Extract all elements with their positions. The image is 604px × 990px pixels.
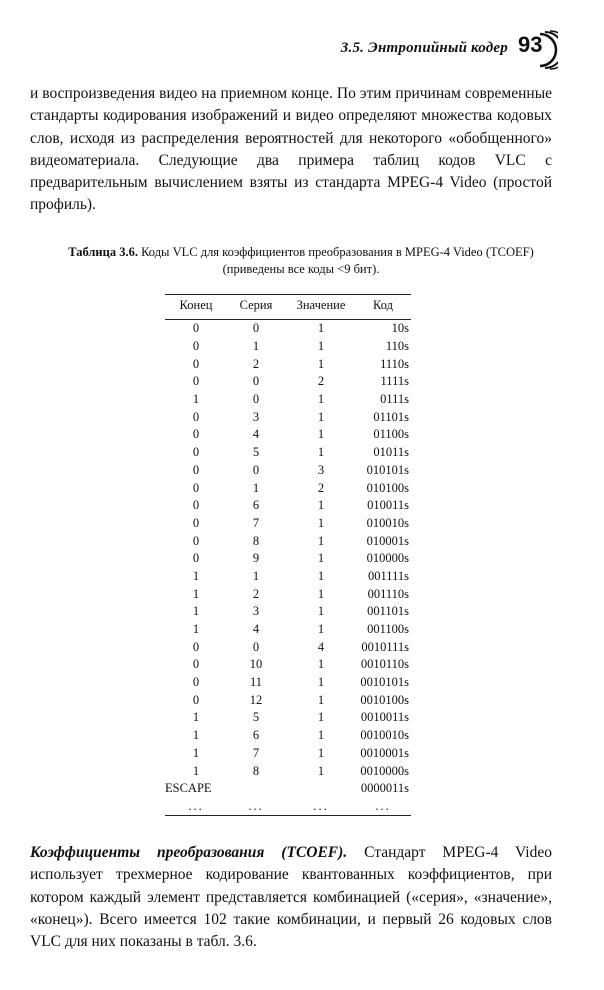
cell-code: 001111s xyxy=(368,568,409,583)
cell-end: 1 xyxy=(192,728,200,743)
table-row xyxy=(165,745,411,763)
cell-code: 010100s xyxy=(366,480,409,495)
cell-code: 10s xyxy=(391,321,409,336)
cell-value: 1 xyxy=(317,515,325,530)
cell-code: 01100s xyxy=(373,427,409,442)
cell-run: 2 xyxy=(252,586,260,601)
cell-code: 001110s xyxy=(367,586,409,601)
cell-code: 0010111s xyxy=(361,639,409,654)
cell-run: 7 xyxy=(252,515,260,530)
cell-code: 0010011s xyxy=(360,710,409,725)
cell-run: 0 xyxy=(252,321,260,336)
cell-end: 0 xyxy=(192,339,200,354)
table-row xyxy=(165,532,411,550)
column-header-end: Конец xyxy=(165,295,227,320)
cell-code: 010010s xyxy=(366,515,409,530)
table-row xyxy=(165,391,411,409)
cell-run: 5 xyxy=(252,445,260,460)
column-header-run: Серия xyxy=(227,295,285,320)
cell-run: 3 xyxy=(252,409,260,424)
cell-value: 1 xyxy=(317,763,325,778)
table-row xyxy=(165,709,411,727)
cell-value: 1 xyxy=(317,745,325,760)
cell-end: 0 xyxy=(192,409,200,424)
cell-code: 001100s xyxy=(367,622,409,637)
cell-code: 1111s xyxy=(380,374,409,389)
cell-code: 0010101s xyxy=(360,675,409,690)
cell-value: 1 xyxy=(317,445,325,460)
tcoef-paragraph-lead: Коэффициенты преобразования (TCOEF). xyxy=(30,844,348,861)
cell-value: 4 xyxy=(317,639,325,654)
table-row xyxy=(165,462,411,480)
cell-run: 6 xyxy=(252,498,260,513)
cell-run: 4 xyxy=(252,427,260,442)
cell-code: 0010001s xyxy=(360,745,409,760)
table-row xyxy=(165,373,411,391)
cell-run: 4 xyxy=(252,622,260,637)
table-row xyxy=(165,355,411,373)
cell-value: 1 xyxy=(317,321,325,336)
cell-end: 1 xyxy=(192,604,200,619)
cell-end: 0 xyxy=(192,321,200,336)
table-row xyxy=(165,444,411,462)
cell-end: 1 xyxy=(192,745,200,760)
cell-run: 1 xyxy=(252,568,260,583)
table-row xyxy=(165,603,411,621)
cell-value: 1 xyxy=(317,568,325,583)
escape-label: ESCAPE xyxy=(165,781,212,796)
cell-code: 0111s xyxy=(380,392,409,407)
cell-code: 010000s xyxy=(366,551,409,566)
table-row xyxy=(165,550,411,568)
table-row xyxy=(165,497,411,515)
table-row xyxy=(165,426,411,444)
table-caption xyxy=(40,244,562,278)
cell-code: 0010110s xyxy=(360,657,409,672)
cell-run: 0 xyxy=(252,392,260,407)
ellipsis-cell: ... xyxy=(285,798,357,816)
cell-value: 3 xyxy=(317,462,325,477)
cell-run: 3 xyxy=(252,604,260,619)
cell-run: 8 xyxy=(252,763,260,778)
table-body xyxy=(165,320,411,816)
cell-code: 001101s xyxy=(367,604,409,619)
cell-value: 1 xyxy=(317,710,325,725)
cell-end: 0 xyxy=(192,533,200,548)
cell-run: 5 xyxy=(252,710,260,725)
cell-value: 1 xyxy=(317,728,325,743)
cell-end: 0 xyxy=(192,462,200,477)
cell-run: 1 xyxy=(252,480,260,495)
cell-value: 1 xyxy=(317,339,325,354)
cell-value: 2 xyxy=(317,480,325,495)
cell-run: 1 xyxy=(252,339,260,354)
cell-end: 0 xyxy=(192,445,200,460)
table-row-escape xyxy=(165,780,411,798)
cell-code: 110s xyxy=(385,339,409,354)
ellipsis-cell: ... xyxy=(165,798,227,816)
cell-end: 1 xyxy=(192,710,200,725)
cell-value: 1 xyxy=(317,533,325,548)
cell-code: 1110s xyxy=(380,356,409,371)
cell-end: 1 xyxy=(192,622,200,637)
cell-end: 1 xyxy=(192,392,200,407)
cell-value: 1 xyxy=(317,498,325,513)
cell-run: 0 xyxy=(252,462,260,477)
table-row xyxy=(165,568,411,586)
cell-value: 1 xyxy=(317,604,325,619)
escape-code: 0000011s xyxy=(360,781,409,796)
cell-code: 010101s xyxy=(366,462,409,477)
cell-value: 1 xyxy=(317,356,325,371)
cell-run: 7 xyxy=(252,745,260,760)
cell-run: 12 xyxy=(249,692,263,707)
cell-end: 0 xyxy=(192,551,200,566)
cell-run: 2 xyxy=(252,356,260,371)
intro-paragraph: и воспроизведения видео на приемном конце. По этим причинам современные стандарты кодирования изображений и видео определяют множества кодовых слов, исходя из распределения вероятностей для некоторого «обобщенного» видеоматериала. Следующие два примера таблиц кодов VLC с предварительным вычислением взяты из стандарта MPEG-4 Video (простой профиль). xyxy=(30,85,552,214)
cell-run: 8 xyxy=(252,533,260,548)
table-row xyxy=(165,338,411,356)
cell-code: 0010000s xyxy=(360,763,409,778)
cell-end: 0 xyxy=(192,427,200,442)
cell-run: 10 xyxy=(249,657,263,672)
table-row xyxy=(165,638,411,656)
cell-end: 1 xyxy=(192,568,200,583)
table-header-row xyxy=(165,295,411,320)
table-row xyxy=(165,585,411,603)
table-row-ellipsis xyxy=(165,798,411,816)
cell-end: 0 xyxy=(192,374,200,389)
cell-value: 1 xyxy=(317,622,325,637)
table-row xyxy=(165,656,411,674)
cell-end: 1 xyxy=(192,586,200,601)
table-row xyxy=(165,762,411,780)
cell-value: 1 xyxy=(317,657,325,672)
cell-end: 0 xyxy=(192,498,200,513)
cell-value: 1 xyxy=(317,692,325,707)
table-row xyxy=(165,515,411,533)
cell-end: 1 xyxy=(192,763,200,778)
ellipsis-cell: ... xyxy=(227,798,285,816)
cell-end: 0 xyxy=(192,515,200,530)
cell-value: 1 xyxy=(317,427,325,442)
cell-end: 0 xyxy=(192,480,200,495)
page-number: 93 xyxy=(518,32,543,57)
table-row xyxy=(165,674,411,692)
ellipsis-cell: ... xyxy=(357,798,411,816)
table-row xyxy=(165,727,411,745)
cell-code: 01101s xyxy=(373,409,409,424)
cell-code: 0010100s xyxy=(360,692,409,707)
cell-end: 0 xyxy=(192,356,200,371)
table-caption-text: Коды VLC для коэффициентов преобразования в MPEG-4 Video (TCOEF) (приведены все коды <9 бит). xyxy=(141,245,534,276)
cell-value: 1 xyxy=(317,586,325,601)
page-header xyxy=(0,30,604,70)
cell-code: 010001s xyxy=(366,533,409,548)
cell-end: 0 xyxy=(192,675,200,690)
table-row xyxy=(165,691,411,709)
table-row xyxy=(165,479,411,497)
cell-end: 0 xyxy=(192,657,200,672)
tcoef-paragraph-text: Стандарт MPEG-4 Video использует трехмерное кодирование квантованных коэффициентов, при котором каждый элемент представляется комбинацией («серия», «значение», «конец»). Всего имеется 102 такие комбинации, и первый 26 кодовых слов VLC для них показаны в табл. 3.6. xyxy=(30,844,552,951)
cell-run: 6 xyxy=(252,728,260,743)
running-head: 3.5. Энтропийный кодер xyxy=(340,40,508,56)
cell-value: 1 xyxy=(317,551,325,566)
cell-value: 1 xyxy=(317,675,325,690)
vlc-code-table xyxy=(165,294,411,816)
cell-value: 2 xyxy=(317,374,325,389)
cell-run: 0 xyxy=(252,374,260,389)
table-row xyxy=(165,621,411,639)
cell-end: 0 xyxy=(192,692,200,707)
column-header-value: Значение xyxy=(285,295,357,320)
table-row xyxy=(165,320,411,338)
page-number-badge xyxy=(514,30,574,70)
cell-code: 01011s xyxy=(373,445,409,460)
cell-code: 010011s xyxy=(367,498,409,513)
cell-code: 0010010s xyxy=(360,728,409,743)
table-row xyxy=(165,408,411,426)
cell-run: 0 xyxy=(252,639,260,654)
cell-run: 11 xyxy=(249,675,263,690)
table-caption-label: Таблица 3.6. xyxy=(68,245,138,259)
tcoef-paragraph xyxy=(30,842,552,953)
column-header-code: Код xyxy=(357,295,411,320)
cell-value: 1 xyxy=(317,392,325,407)
cell-end: 0 xyxy=(192,639,200,654)
cell-run: 9 xyxy=(252,551,260,566)
cell-value: 1 xyxy=(317,409,325,424)
